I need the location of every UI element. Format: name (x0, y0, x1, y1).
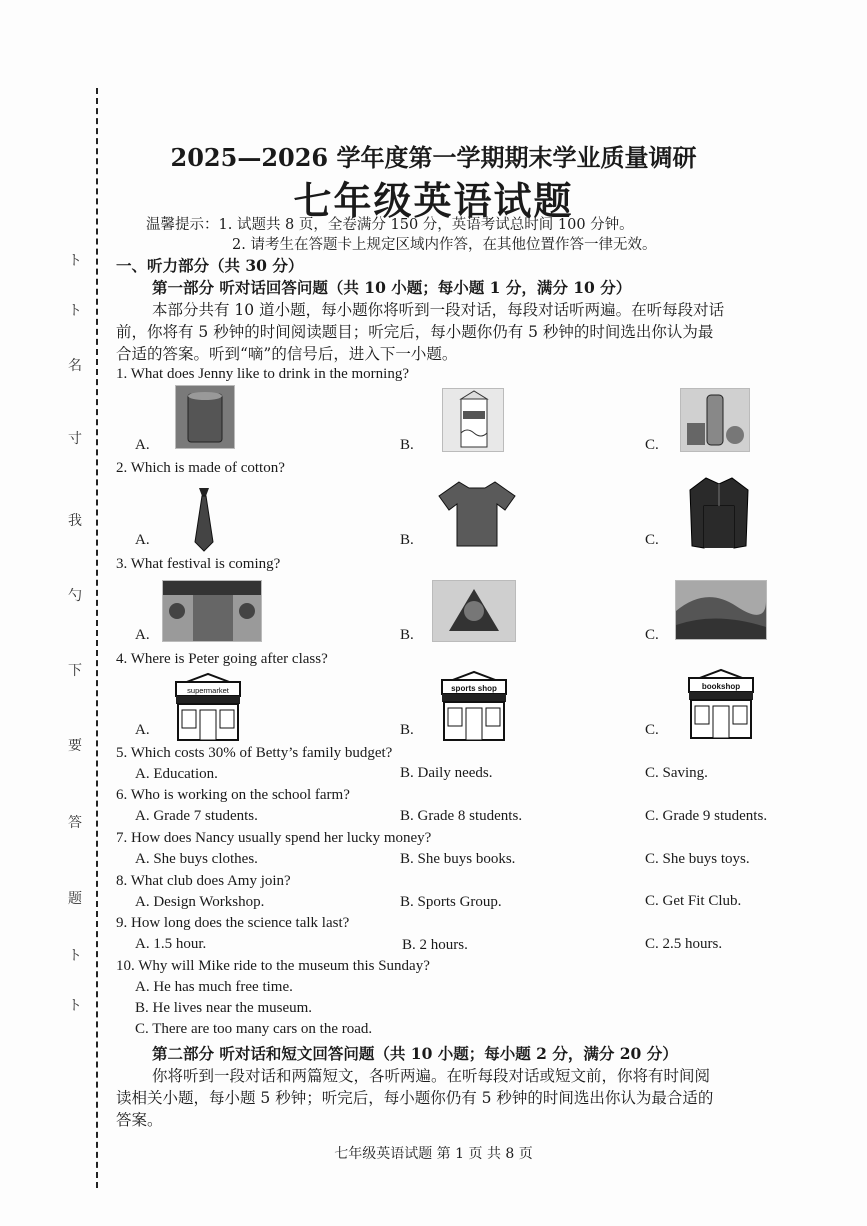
margin-char: 我 (68, 513, 82, 529)
tie-icon (192, 488, 216, 556)
option-label: A. (135, 532, 150, 548)
section-heading: 一、听力部分（共 30 分） (116, 256, 304, 275)
option-a: A. She buys clothes. (135, 851, 258, 867)
part2-intro-line: 读相关小题，每小题 5 秒钟；听完后，每小题你仍有 5 秒钟的时间选出你认为最合适的 (116, 1089, 714, 1107)
mooncake-image (432, 580, 516, 642)
option-label: A. (135, 627, 150, 643)
margin-char: ト (68, 303, 82, 319)
option-c: C. Get Fit Club. (645, 893, 742, 909)
part1-heading: 第一部分 听对话回答问题（共 10 小题；每小题 1 分，满分 10 分） (152, 278, 632, 297)
margin-char: 下 (68, 663, 82, 679)
water-glass-image (175, 385, 235, 449)
option-b: B. Grade 8 students. (400, 808, 523, 824)
supermarket-building (170, 672, 246, 746)
option-label: B. (400, 627, 414, 643)
option-label: B. (400, 722, 414, 738)
shop-sign-text: bookshop (701, 682, 741, 691)
option-label: B. (400, 532, 414, 548)
margin-char: 名 (68, 358, 82, 374)
margin-char: 寸 (68, 431, 82, 447)
margin-char: 要 (68, 738, 82, 754)
option-label: C. (645, 532, 659, 548)
option-b: B. Daily needs. (400, 765, 493, 781)
margin-char: ト (68, 998, 82, 1014)
option-label: A. (135, 722, 150, 738)
margin-char: 答 (68, 815, 82, 831)
tip-line-1: 温馨提示：1. 试题共 8 页，全卷满分 150 分，英语考试总时间 100 分钟。 (146, 217, 634, 233)
part2-intro-line: 你将听到一段对话和两篇短文，各听两遍。在听每段对话或短文前，你将有时间阅 (152, 1067, 711, 1085)
margin-char: ト (68, 948, 82, 964)
bookshop-building (683, 668, 759, 744)
part1-intro-line: 前，你将有 5 秒钟的时间阅读题目；听完后，每小题你仍有 5 秒钟的时间选出你认为最 (116, 323, 714, 341)
option-a: A. Design Workshop. (135, 894, 265, 910)
shop-sign-text: sports shop (451, 684, 497, 693)
tip-line-2: 2. 请考生在答题卡上规定区域内作答，在其他位置作答一律无效。 (232, 237, 657, 253)
shop-sign-text: supermarket (187, 686, 229, 695)
option-c: C. She buys toys. (645, 851, 750, 867)
question-text: 4. Where is Peter going after class? (116, 651, 328, 667)
tshirt-icon (437, 480, 517, 552)
question-text: 8. What club does Amy join? (116, 873, 291, 889)
option-a: A. 1.5 hour. (135, 936, 207, 952)
option-c: C. 2.5 hours. (645, 936, 723, 952)
margin-char: ト (68, 253, 82, 269)
landscape-image (675, 580, 767, 640)
festival-scene-image (162, 580, 262, 642)
option-label: A. (135, 437, 150, 453)
question-text: 6. Who is working on the school farm? (116, 787, 350, 803)
part1-intro-line: 合适的答案。听到“嘀”的信号后，进入下一小题。 (116, 345, 458, 363)
part2-intro-line: 答案。 (116, 1111, 163, 1129)
option-b: B. 2 hours. (402, 937, 468, 953)
part2-heading: 第二部分 听对话和短文回答问题（共 10 小题；每小题 2 分，满分 20 分） (152, 1044, 678, 1063)
question-text: 1. What does Jenny like to drink in the morning? (116, 366, 410, 382)
sports-shop-building (436, 670, 512, 746)
question-text: 10. Why will Mike ride to the museum this Sunday? (116, 958, 430, 974)
option-b: B. Sports Group. (400, 894, 502, 910)
option-label: C. (645, 627, 659, 643)
page-footer: 七年级英语试题 第 1 页 共 8 页 (334, 1146, 533, 1162)
shirt-icon (686, 476, 752, 554)
margin-char: 勺 (68, 588, 82, 604)
option-c: C. There are too many cars on the road. (135, 1021, 373, 1037)
margin-char: 题 (68, 891, 82, 907)
option-label: C. (645, 722, 659, 738)
question-text: 9. How long does the science talk last? (116, 915, 350, 931)
option-b: B. He lives near the museum. (135, 1000, 313, 1016)
binding-dashed-line (96, 88, 98, 1188)
option-a: A. He has much free time. (135, 979, 293, 995)
option-b: B. She buys books. (400, 851, 516, 867)
option-c: C. Saving. (645, 765, 708, 781)
question-text: 5. Which costs 30% of Betty’s family budget? (116, 745, 393, 761)
option-label: C. (645, 437, 659, 453)
question-text: 2. Which is made of cotton? (116, 460, 285, 476)
question-text: 3. What festival is coming? (116, 556, 281, 572)
option-a: A. Education. (135, 766, 218, 782)
option-label: B. (400, 437, 414, 453)
milk-carton-image (442, 388, 504, 452)
part1-intro-line: 本部分共有 10 道小题，每小题你将听到一段对话，每段对话听两遍。在听每段对话 (152, 301, 725, 319)
option-a: A. Grade 7 students. (135, 808, 258, 824)
option-c: C. Grade 9 students. (645, 808, 768, 824)
question-text: 7. How does Nancy usually spend her lucky money? (116, 830, 432, 846)
exam-title: 七年级英语试题 (293, 178, 574, 223)
juice-bottle-image (680, 388, 750, 452)
exam-subtitle: 2025—2026 学年度第一学期期末学业质量调研 (170, 143, 697, 172)
